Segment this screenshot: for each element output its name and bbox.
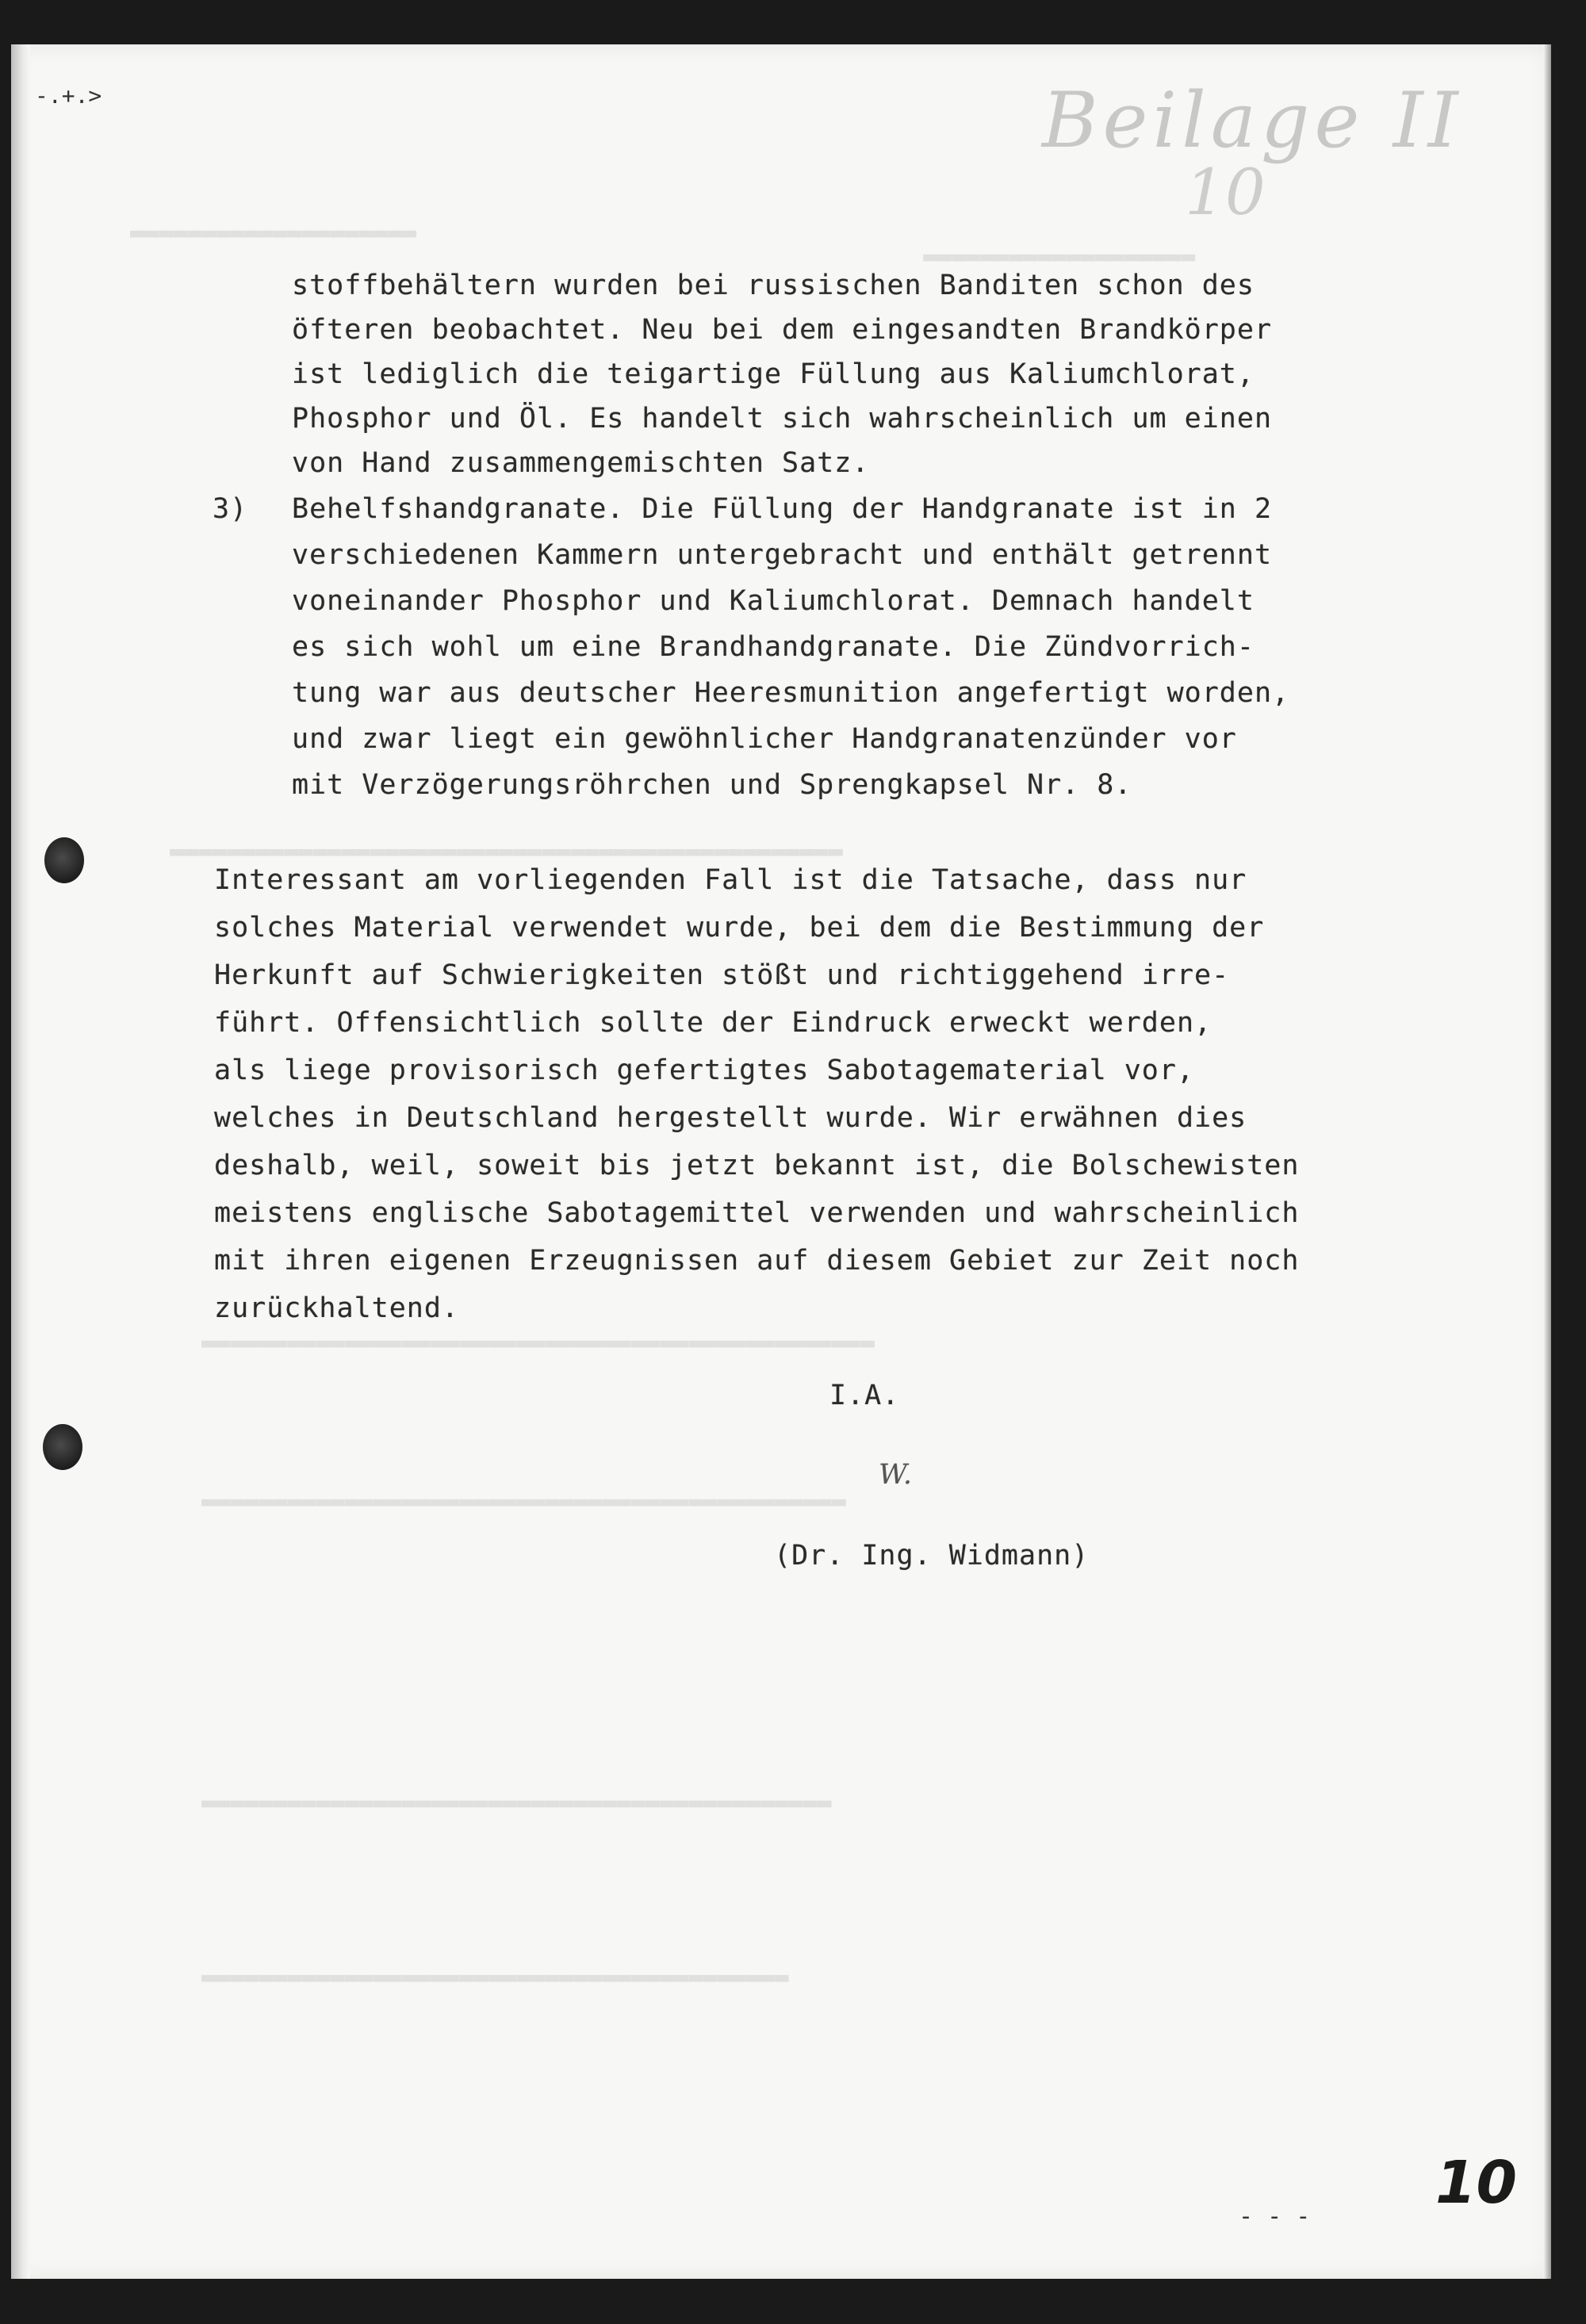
bleed-through-block-4: ▬▬▬▬▬▬▬▬▬▬▬▬▬▬▬▬▬▬▬▬▬▬▬▬▬▬▬▬▬▬▬▬▬▬▬▬▬▬▬▬▬▬▬▬ bbox=[201, 1789, 832, 1817]
handwritten-initial: W. bbox=[879, 1459, 913, 1491]
item-line: Behelfshandgranate. Die Füllung der Handgranate ist in 2 bbox=[292, 493, 1273, 525]
item-line: mit Verzögerungsröhrchen und Sprengkapsel Nr. 8. bbox=[292, 769, 1132, 801]
bleed-through-block-5: ▬▬▬▬▬▬▬▬▬▬▬▬▬▬▬▬▬▬▬▬▬▬▬▬▬▬▬▬▬▬▬▬▬▬▬▬▬▬▬▬▬ bbox=[201, 1963, 789, 1991]
paragraph-line: meistens englische Sabotagemittel verwenden und wahrscheinlich bbox=[214, 1197, 1300, 1229]
body-line: öfteren beobachtet. Neu bei dem eingesandten Brandkörper bbox=[292, 314, 1273, 346]
bleed-through-block-3: ▬▬▬▬▬▬▬▬▬▬▬▬▬▬▬▬▬▬▬▬▬▬▬▬▬▬▬▬▬▬▬▬▬▬▬▬▬▬▬▬▬▬▬▬▬ bbox=[201, 1487, 846, 1515]
paragraph-line: als liege provisorisch gefertigtes Sabotagematerial vor, bbox=[214, 1055, 1195, 1086]
pencil-annotation: Beilage II bbox=[1042, 76, 1463, 165]
bleed-through-date: ▬▬▬▬▬▬▬▬▬▬▬▬▬▬▬▬▬▬▬ bbox=[923, 243, 1196, 270]
paragraph-line: führt. Offensichtlich sollte der Eindruck erweckt werden, bbox=[214, 1007, 1212, 1039]
body-line: stoffbehältern wurden bei russischen Banditen schon des bbox=[292, 270, 1255, 301]
item-line: tung war aus deutscher Heeresmunition angefertigt worden, bbox=[292, 677, 1290, 709]
item-line: verschiedenen Kammern untergebracht und enthält getrennt bbox=[292, 539, 1273, 571]
paragraph-line: zurückhaltend. bbox=[214, 1292, 460, 1324]
paragraph-line: mit ihren eigenen Erzeugnissen auf diesem Gebiet zur Zeit noch bbox=[214, 1245, 1300, 1277]
footer-dash: - - - bbox=[1239, 2203, 1311, 2230]
page-left-edge bbox=[11, 44, 30, 2279]
page-number: 10 bbox=[1435, 2149, 1517, 2217]
bleed-through-block-1: ▬▬▬▬▬▬▬▬▬▬▬▬▬▬▬▬▬▬▬▬▬▬▬▬▬▬▬▬▬▬▬▬▬▬▬▬▬▬▬▬▬▬▬▬▬▬▬ bbox=[170, 837, 843, 865]
body-line: ist lediglich die teigartige Füllung aus Kaliumchlorat, bbox=[292, 358, 1255, 390]
punch-hole-bottom bbox=[43, 1424, 82, 1470]
item-number: 3) bbox=[213, 493, 248, 525]
item-line: es sich wohl um eine Brandhandgranate. Die Zündvorrich- bbox=[292, 631, 1255, 663]
body-line: Phosphor und Öl. Es handelt sich wahrscheinlich um einen bbox=[292, 403, 1273, 435]
paragraph-line: solches Material verwendet wurde, bei dem die Bestimmung der bbox=[214, 912, 1265, 944]
paragraph-line: deshalb, weil, soweit bis jetzt bekannt ist, die Bolschewisten bbox=[214, 1150, 1300, 1181]
paragraph-line: Herkunft auf Schwierigkeiten stößt und richtiggehend irre- bbox=[214, 959, 1230, 991]
page-right-edge bbox=[1543, 44, 1551, 2279]
body-line: von Hand zusammengemischten Satz. bbox=[292, 447, 870, 479]
pencil-annotation-number: 10 bbox=[1185, 155, 1266, 229]
signatory-name: (Dr. Ing. Widmann) bbox=[774, 1540, 1090, 1572]
paragraph-line: welches in Deutschland hergestellt wurde. Wir erwähnen dies bbox=[214, 1102, 1247, 1134]
bleed-through-heading: ▬▬▬▬▬▬▬▬▬▬▬▬▬▬▬▬▬▬▬▬ bbox=[130, 219, 417, 247]
bleed-through-block-2: ▬▬▬▬▬▬▬▬▬▬▬▬▬▬▬▬▬▬▬▬▬▬▬▬▬▬▬▬▬▬▬▬▬▬▬▬▬▬▬▬▬▬▬▬▬▬▬ bbox=[201, 1329, 875, 1357]
punch-hole-top bbox=[44, 837, 84, 883]
corner-mark: -.+.> bbox=[35, 82, 102, 109]
item-line: voneinander Phosphor und Kaliumchlorat. Demnach handelt bbox=[292, 585, 1255, 617]
signoff: I.A. bbox=[829, 1380, 900, 1411]
item-line: und zwar liegt ein gewöhnlicher Handgranatenzünder vor bbox=[292, 723, 1237, 755]
paragraph-line: Interessant am vorliegenden Fall ist die Tatsache, dass nur bbox=[214, 864, 1247, 896]
